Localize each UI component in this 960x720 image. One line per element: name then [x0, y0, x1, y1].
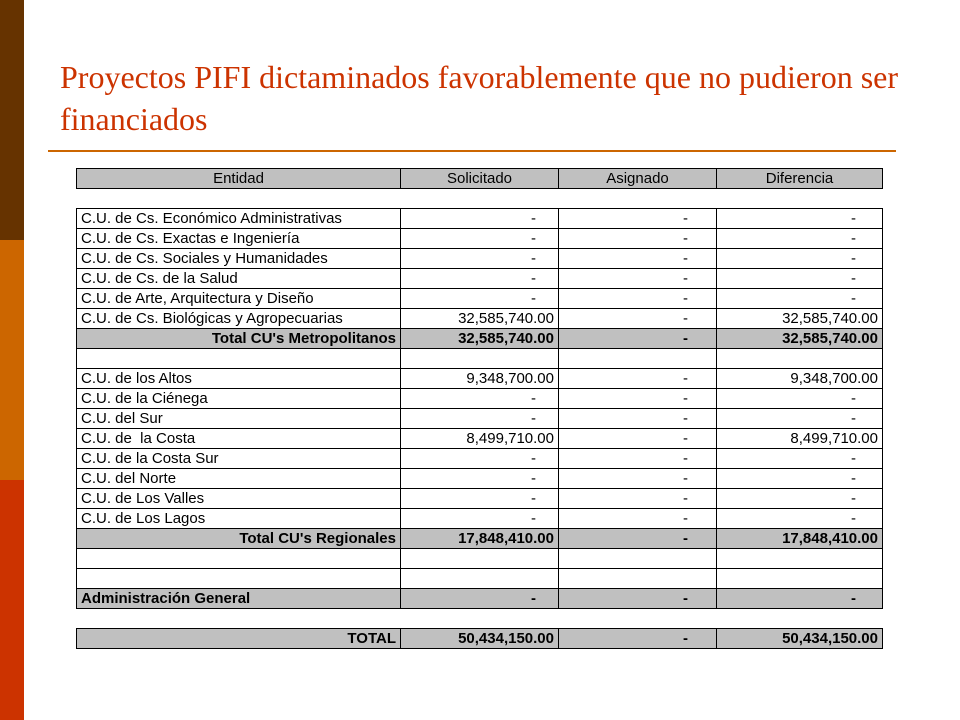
total-solicitado-cell: 17,848,410.00	[401, 529, 559, 549]
entidad-cell: C.U. de los Altos	[77, 369, 401, 389]
asignado-cell: -	[559, 209, 717, 229]
slide-title: Proyectos PIFI dictaminados favorablemente que no pudieron ser financiados	[60, 59, 898, 137]
solicitado-cell: 9,348,700.00	[401, 369, 559, 389]
admin-solicitado-cell: -	[401, 589, 559, 609]
solicitado-cell: -	[401, 389, 559, 409]
solicitado-cell: 32,585,740.00	[401, 309, 559, 329]
table-row	[77, 249, 883, 269]
entidad-cell: C.U. del Norte	[77, 469, 401, 489]
diferencia-cell: -	[717, 269, 883, 289]
asignado-cell: -	[559, 289, 717, 309]
table-row	[77, 389, 883, 409]
admin-label-cell: Administración General	[77, 589, 401, 609]
diferencia-cell: -	[717, 489, 883, 509]
asignado-cell: -	[559, 449, 717, 469]
diferencia-cell: 32,585,740.00	[717, 309, 883, 329]
spreadsheet	[76, 168, 882, 649]
regional-total-row	[77, 529, 883, 549]
pifi-table	[76, 168, 883, 649]
diferencia-cell: -	[717, 449, 883, 469]
diferencia-cell: 9,348,700.00	[717, 369, 883, 389]
solicitado-cell: -	[401, 209, 559, 229]
total-label-cell: Total CU's Metropolitanos	[77, 329, 401, 349]
solicitado-cell: -	[401, 469, 559, 489]
solicitado-cell: -	[401, 449, 559, 469]
entidad-cell: C.U. de Cs. Económico Administrativas	[77, 209, 401, 229]
total-label-cell: Total CU's Regionales	[77, 529, 401, 549]
admin-diferencia-cell: -	[717, 589, 883, 609]
entidad-cell: C.U. de Cs. de la Salud	[77, 269, 401, 289]
diferencia-cell: -	[717, 229, 883, 249]
table-row	[77, 209, 883, 229]
side-bar-middle	[0, 240, 24, 480]
solicitado-cell: -	[401, 229, 559, 249]
solicitado-cell: -	[401, 509, 559, 529]
header-diferencia: Diferencia	[717, 169, 883, 189]
entidad-cell: C.U. de la Ciénega	[77, 389, 401, 409]
grand-total-label-cell: TOTAL	[77, 629, 401, 649]
metro-total-row	[77, 329, 883, 349]
table-row	[77, 229, 883, 249]
header-entidad: Entidad	[77, 169, 401, 189]
diferencia-cell: -	[717, 249, 883, 269]
asignado-cell: -	[559, 409, 717, 429]
solicitado-cell: -	[401, 249, 559, 269]
entidad-cell: C.U. del Sur	[77, 409, 401, 429]
table-row	[77, 489, 883, 509]
table-row	[77, 469, 883, 489]
solicitado-cell: -	[401, 269, 559, 289]
table-row	[77, 449, 883, 469]
grand-total-diferencia-cell: 50,434,150.00	[717, 629, 883, 649]
total-solicitado-cell: 32,585,740.00	[401, 329, 559, 349]
header-solicitado: Solicitado	[401, 169, 559, 189]
entidad-cell: C.U. de Arte, Arquitectura y Diseño	[77, 289, 401, 309]
diferencia-cell: -	[717, 209, 883, 229]
side-bar-top	[0, 0, 24, 240]
diferencia-cell: -	[717, 469, 883, 489]
entidad-cell: C.U. de la Costa Sur	[77, 449, 401, 469]
asignado-cell: -	[559, 249, 717, 269]
asignado-cell: -	[559, 509, 717, 529]
total-asignado-cell: -	[559, 329, 717, 349]
table-row	[77, 309, 883, 329]
total-diferencia-cell: 32,585,740.00	[717, 329, 883, 349]
admin-row	[77, 589, 883, 609]
grand-total-asignado-cell: -	[559, 629, 717, 649]
entidad-cell: C.U. de Cs. Biológicas y Agropecuarias	[77, 309, 401, 329]
solicitado-cell: 8,499,710.00	[401, 429, 559, 449]
solicitado-cell: -	[401, 489, 559, 509]
asignado-cell: -	[559, 229, 717, 249]
spacer-row	[77, 189, 883, 209]
title-divider	[48, 150, 896, 152]
diferencia-cell: -	[717, 389, 883, 409]
total-asignado-cell: -	[559, 529, 717, 549]
empty-row	[77, 569, 883, 589]
table-row	[77, 289, 883, 309]
total-diferencia-cell: 17,848,410.00	[717, 529, 883, 549]
asignado-cell: -	[559, 369, 717, 389]
grand-total-row	[77, 629, 883, 649]
solicitado-cell: -	[401, 409, 559, 429]
diferencia-cell: 8,499,710.00	[717, 429, 883, 449]
table-row	[77, 269, 883, 289]
entidad-cell: C.U. de la Costa	[77, 429, 401, 449]
entidad-cell: C.U. de Los Valles	[77, 489, 401, 509]
entidad-cell: C.U. de Los Lagos	[77, 509, 401, 529]
entidad-cell: C.U. de Cs. Exactas e Ingeniería	[77, 229, 401, 249]
header-asignado: Asignado	[559, 169, 717, 189]
admin-asignado-cell: -	[559, 589, 717, 609]
table-row	[77, 409, 883, 429]
asignado-cell: -	[559, 489, 717, 509]
asignado-cell: -	[559, 309, 717, 329]
asignado-cell: -	[559, 469, 717, 489]
table-row	[77, 429, 883, 449]
entidad-cell: C.U. de Cs. Sociales y Humanidades	[77, 249, 401, 269]
solicitado-cell: -	[401, 289, 559, 309]
diferencia-cell: -	[717, 409, 883, 429]
asignado-cell: -	[559, 269, 717, 289]
empty-row	[77, 349, 883, 369]
empty-row	[77, 549, 883, 569]
grand-total-solicitado-cell: 50,434,150.00	[401, 629, 559, 649]
asignado-cell: -	[559, 429, 717, 449]
spacer-row	[77, 609, 883, 629]
table-row	[77, 509, 883, 529]
table-row	[77, 369, 883, 389]
asignado-cell: -	[559, 389, 717, 409]
side-bar-bottom	[0, 480, 24, 720]
header-row	[77, 169, 883, 189]
diferencia-cell: -	[717, 509, 883, 529]
diferencia-cell: -	[717, 289, 883, 309]
